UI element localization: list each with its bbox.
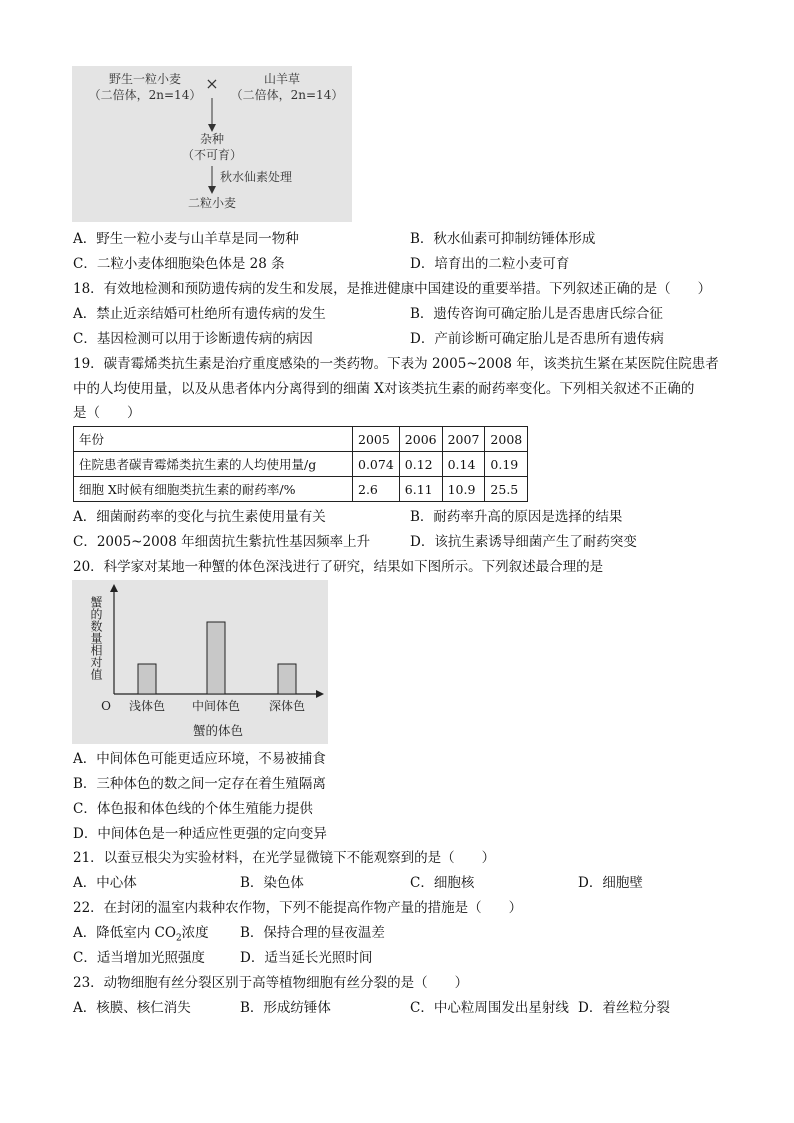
bar-chart-svg xyxy=(72,580,328,744)
q20-option-c: C．体色报和体色线的个体生殖能力提供 xyxy=(73,801,313,817)
table-cell: 2006 xyxy=(399,427,442,452)
x-tick-label: 浅体色 xyxy=(128,699,166,713)
table-cell: 25.5 xyxy=(485,477,528,502)
x-axis-arrow xyxy=(316,690,324,698)
q18-option-d: D．产前诊断可确定胎儿是否患所有遗传病 xyxy=(410,331,664,347)
q17-option-b: B．秋水仙素可抑制纺锤体形成 xyxy=(410,231,596,247)
parent2-name: 山羊草 xyxy=(263,72,300,86)
crab-color-chart xyxy=(72,580,328,744)
table-cell: 住院患者碳青霉烯类抗生素的人均使用量/g xyxy=(74,452,353,477)
table-cell: 2008 xyxy=(485,427,528,452)
table-cell: 0.074 xyxy=(353,452,400,477)
table-cell: 年份 xyxy=(74,427,353,452)
q18-option-a: A．禁止近亲结婚可杜绝所有遗传病的发生 xyxy=(73,306,326,322)
x-axis-label: 蟹的体色 xyxy=(192,723,244,738)
q17-option-a: A．野生一粒小麦与山羊草是同一物种 xyxy=(73,231,299,247)
hybridization-figure xyxy=(72,66,352,222)
table-cell: 10.9 xyxy=(442,477,485,502)
q17-option-c: C．二粒小麦体细胞染色体是 28 条 xyxy=(73,256,285,272)
table-row xyxy=(74,452,528,477)
table-cell: 0.19 xyxy=(485,452,528,477)
table-cell: 0.14 xyxy=(442,452,485,477)
q19-option-b: B．耐药率升高的原因是选择的结果 xyxy=(410,509,623,525)
x-tick-label: 中间体色 xyxy=(191,699,241,713)
q23-option-b: B．形成纺锤体 xyxy=(240,1000,331,1016)
q20-option-d: D．中间体色是一种适应性更强的定向变异 xyxy=(73,826,327,842)
q19-option-c: C．2005~2008 年细茵抗生紫抗性基因频率上升 xyxy=(73,534,371,550)
bar-1 xyxy=(138,664,156,694)
q22-option-d: D．适当延长光照时间 xyxy=(240,950,373,966)
q21-option-b: B．染色体 xyxy=(240,875,304,891)
q19-stem-line1: 19．碳青霉烯类抗生素是治疗重度感染的一类药物。下表为 2005~2008 年，该类抗生紧在某医院住院患者 xyxy=(73,356,719,372)
table-header-row xyxy=(74,427,528,452)
parent1-ploidy: （二倍体，2n=14） xyxy=(88,88,202,102)
q23-option-a: A．核膜、核仁消失 xyxy=(73,1000,191,1016)
q18-option-c: C．基因检测可以用于诊断遗传病的病因 xyxy=(73,331,313,347)
q20-stem: 20．科学家对某地一种蟹的体色深浅进行了研究，结果如下图所示。下列叙述最合理的是 xyxy=(73,559,604,575)
q21-stem: 21．以蚕豆根尖为实验材料，在光学显微镜下不能观察到的是（ ） xyxy=(73,850,496,866)
y-axis-label: 蟹的数量相对值 xyxy=(89,596,103,680)
origin-label: O xyxy=(101,699,111,713)
q21-option-a: A．中心体 xyxy=(73,875,137,891)
table-row xyxy=(74,477,528,502)
q22-option-a: A．降低室内 $CO_2$浓度 xyxy=(73,925,209,944)
parent1-name: 野生一粒小麦 xyxy=(108,72,181,86)
table-cell: 6.11 xyxy=(399,477,442,502)
q19-stem-line3: 是（ ） xyxy=(73,405,141,421)
q22-stem: 22．在封闭的温室内栽种农作物，下列不能提高作物产量的措施是（ ） xyxy=(73,900,523,916)
parent2-ploidy: （二倍体，2n=14） xyxy=(230,88,344,102)
q18-stem: 18．有效地检测和预防遗传病的发生和发展，是推进健康中国建设的重要举措。下列叙述正确的是（ ） xyxy=(73,281,712,297)
x-tick-label: 深体色 xyxy=(268,699,306,713)
table-cell: 2007 xyxy=(442,427,485,452)
q22-option-c: C．适当增加光照强度 xyxy=(73,950,205,966)
treatment-label: 秋水仙素处理 xyxy=(220,170,293,184)
table-cell: 0.12 xyxy=(399,452,442,477)
q19-stem-line2: 中的人均使用量，以及从患者体内分离得到的细菌 X对该类抗生素的耐药率变化。下列相关叙述不正确的 xyxy=(73,381,695,397)
cross-symbol: × xyxy=(205,74,219,93)
q21-option-c: C．细胞核 xyxy=(410,875,475,891)
q23-option-c: C．中心粒周围发出星射线 xyxy=(410,1000,569,1016)
y-axis-arrow xyxy=(110,584,118,592)
hybrid-name: 杂种 xyxy=(199,132,224,146)
q23-stem: 23．动物细胞有丝分裂区别于高等植物细胞有丝分裂的是（ ） xyxy=(73,975,469,991)
bar-2 xyxy=(207,622,225,694)
q19-option-d: D．该抗生素诱导细菌产生了耐药突变 xyxy=(410,534,637,550)
q19-option-a: A．细菌耐药率的变化与抗生素使用量有关 xyxy=(73,509,326,525)
q20-option-a: A．中间体色可能更适应环境，不易被捕食 xyxy=(73,751,326,767)
product-name: 二粒小麦 xyxy=(187,196,236,210)
q17-option-d: D．培育出的二粒小麦可育 xyxy=(410,256,570,272)
table-cell: 细胞 X时候有细胞类抗生素的耐药率/% xyxy=(74,477,353,502)
bar-3 xyxy=(278,664,296,694)
q19-data-table xyxy=(73,426,528,502)
q23-option-d: D．着丝粒分裂 xyxy=(578,1000,670,1016)
table-cell: 2.6 xyxy=(353,477,400,502)
q18-option-b: B．遗传咨询可确定胎儿是否患唐氏综合征 xyxy=(410,306,663,322)
q21-option-d: D．细胞壁 xyxy=(578,875,643,891)
hybrid-note: （不可育） xyxy=(181,148,242,162)
q20-option-b: B．三种体色的数之间一定存在着生殖隔离 xyxy=(73,776,326,792)
table-cell: 2005 xyxy=(353,427,400,452)
q22-option-b: B．保持合理的昼夜温差 xyxy=(240,925,385,941)
